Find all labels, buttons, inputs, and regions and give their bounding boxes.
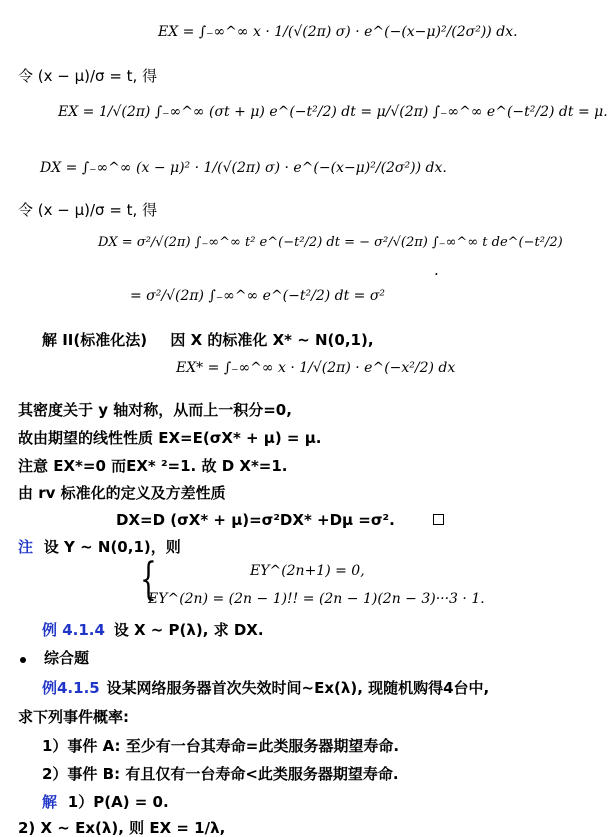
solution-text: 1）P(A) = 0. (67, 793, 169, 811)
example-415-line (42, 680, 489, 697)
example-414-line (42, 622, 264, 639)
solution-ii-line (42, 332, 374, 349)
formula-dx-integral: DX = ∫₋∞^∞ (x − μ)² · 1/(√(2π) σ) · e^(−(x−μ)²/(2σ²)) dx. (40, 160, 447, 176)
dx-result-line: DX=D (σX* + μ)=σ²DX* +Dμ =σ². (116, 511, 395, 529)
solution-ii-label: 解 II(标准化法) (42, 331, 148, 349)
brace-symbol: { (140, 554, 157, 605)
formula-dx-step1: DX = σ²/√(2π) ∫₋∞^∞ t² e^(−t²/2) dt = − σ²/√(2π) ∫₋∞^∞ t de^(−t²/2) (98, 235, 563, 250)
moment-even: EY^(2n) = (2n − 1)!! = (2n − 1)(2n − 3)···3 · 1. (148, 591, 485, 607)
exponential-line: 2) X ~ Ex(λ), 则 EX = 1/λ, (18, 819, 226, 837)
square-icon (433, 514, 444, 525)
bullet-icon (20, 657, 26, 663)
remark-label: 注 (18, 538, 34, 556)
solution-label: 解 (42, 793, 58, 811)
solution-line (42, 794, 169, 811)
probability-prompt: 求下列事件概率: (18, 708, 129, 726)
example-415-text: 设某网络服务器首次失效时间~Ex(λ), 现随机购得4台中, (106, 679, 490, 697)
event-a-line: 1）事件 A: 至少有一台其寿命=此类服务器期望寿命. (42, 737, 400, 755)
formula-ex-integral: EX = ∫₋∞^∞ x · 1/(√(2π) σ) · e^(−(x−μ)²/(2σ²)) dx. (158, 24, 518, 40)
substitution-line-1: 令 (x − μ)/σ = t, 得 (18, 67, 158, 85)
event-b-line: 2）事件 B: 有且仅有一台寿命<此类服务器期望寿命. (42, 765, 399, 783)
example-415-label: 例4.1.5 (42, 679, 100, 697)
example-414-text: 设 X ~ P(λ), 求 DX. (113, 621, 264, 639)
symmetry-line: 其密度关于 y 轴对称，从而上一积分=0, (18, 401, 292, 419)
standardization-line: 由 rv 标准化的定义及方差性质 (18, 484, 226, 502)
substitution-line-2: 令 (x − μ)/σ = t, 得 (18, 201, 158, 219)
solution-ii-text: 因 X 的标准化 X* ~ N(0,1), (170, 331, 374, 349)
example-414-label: 例 4.1.4 (42, 621, 105, 639)
formula-dx-step2: = σ²/√(2π) ∫₋∞^∞ e^(−t²/2) dt = σ² (130, 288, 386, 304)
remark-text: 设 Y ~ N(0,1)，则 (43, 538, 181, 556)
section-heading: 综合题 (44, 649, 90, 667)
formula-dx-step1-dot: . (434, 261, 439, 279)
formula-ex-result: EX = 1/√(2π) ∫₋∞^∞ (σt + μ) e^(−t²/2) dt = μ/√(2π) ∫₋∞^∞ e^(−t²/2) dt = μ. (58, 104, 608, 120)
note-variance-line: 注意 EX*=0 而EX* ²=1. 故 D X*=1. (18, 457, 288, 475)
linearity-line: 故由期望的线性性质 EX=E(σX* + μ) = μ. (18, 429, 322, 447)
formula-ex-star: EX* = ∫₋∞^∞ x · 1/√(2π) · e^(−x²/2) dx (176, 360, 456, 376)
moment-odd: EY^(2n+1) = 0, (250, 563, 365, 579)
